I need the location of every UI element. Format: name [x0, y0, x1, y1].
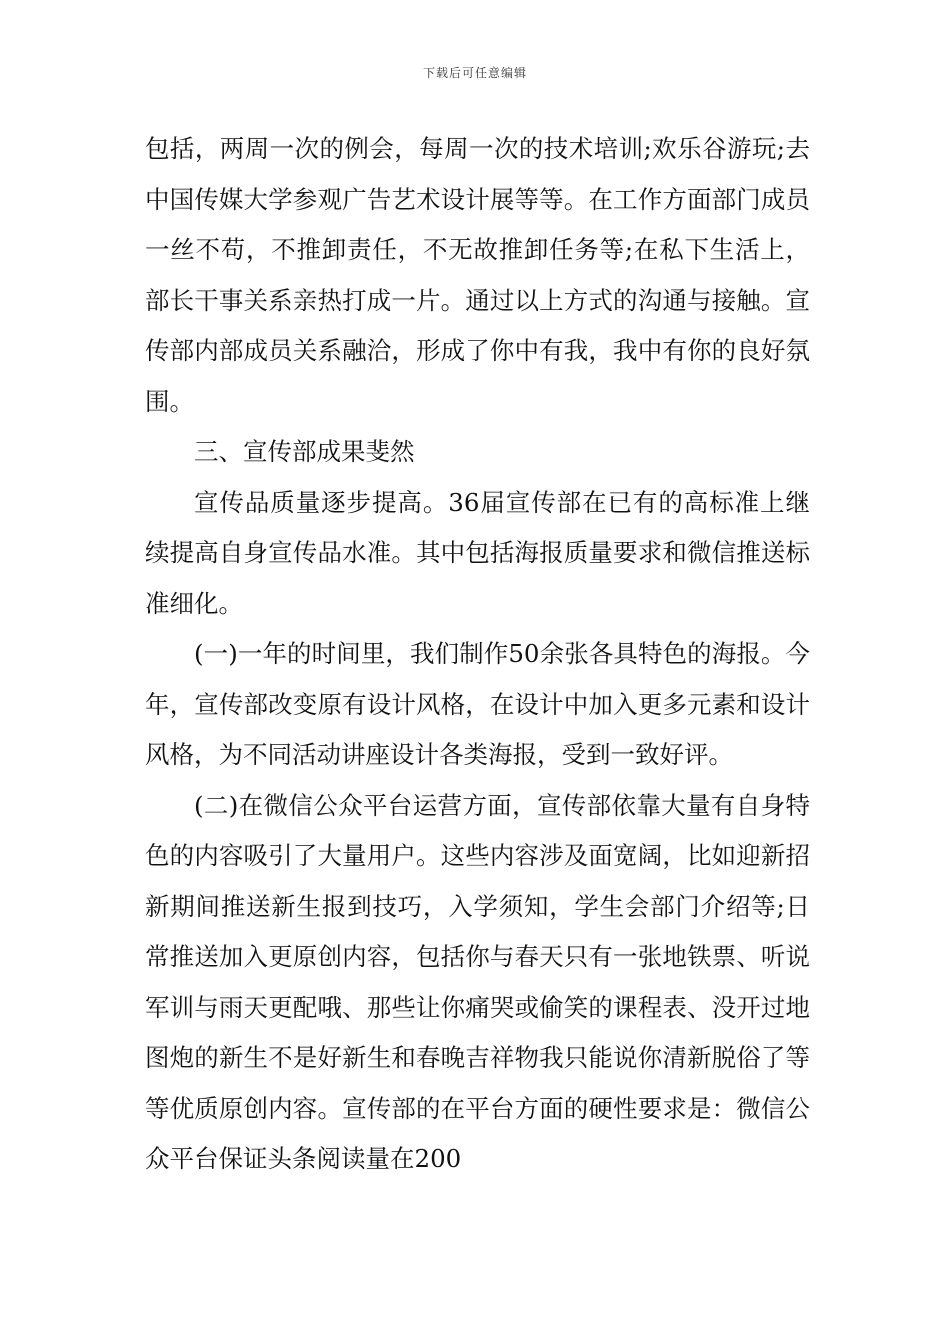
- document-body: [145, 124, 810, 1185]
- paragraph-wechat: (二)在微信公众平台运营方面，宣传部依靠大量有自身特色的内容吸引了大量用户。这些内容涉及面宽阔，比如迎新招新期间推送新生报到技巧，入学须知，学生会部门介绍等;日常推送加入更原创内容，包括你与春天只有一张地铁票、听说军训与雨天更配哦、那些让你痛哭或偷笑的课程表、没开过地图炮的新生不是好新生和春晚吉祥物我只能说你清新脱俗了等等优质原创内容。宣传部的在平台方面的硬性要求是：微信公众平台保证头条阅读量在200: [145, 790, 810, 1173]
- paragraph-quality: 宣传品质量逐步提高。36届宣传部在已有的高标准上继续提高自身宣传品水准。其中包括海报质量要求和微信推送标准细化。: [145, 487, 810, 618]
- page-header: 下载后可任意编辑: [422, 66, 527, 80]
- section-heading-achievements: 三、宣传部成果斐然: [194, 437, 415, 466]
- paragraph-posters: (一)一年的时间里，我们制作50余张各具特色的海报。今年，宣传部改变原有设计风格，在设计中加入更多元素和设计风格，为不同活动讲座设计各类海报，受到一致好评。: [145, 639, 810, 769]
- paragraph-member-relations: 包括，两周一次的例会，每周一次的技术培训;欢乐谷游玩;去中国传媒大学参观广告艺术设计展等等。在工作方面部门成员一丝不苟，不推卸责任，不无故推卸任务等;在私下生活上，部长干事关系亲热打成一片。通过以上方式的沟通与接触。宣传部内部成员关系融洽，形成了你中有我，我中有你的良好氛围。: [145, 134, 810, 416]
